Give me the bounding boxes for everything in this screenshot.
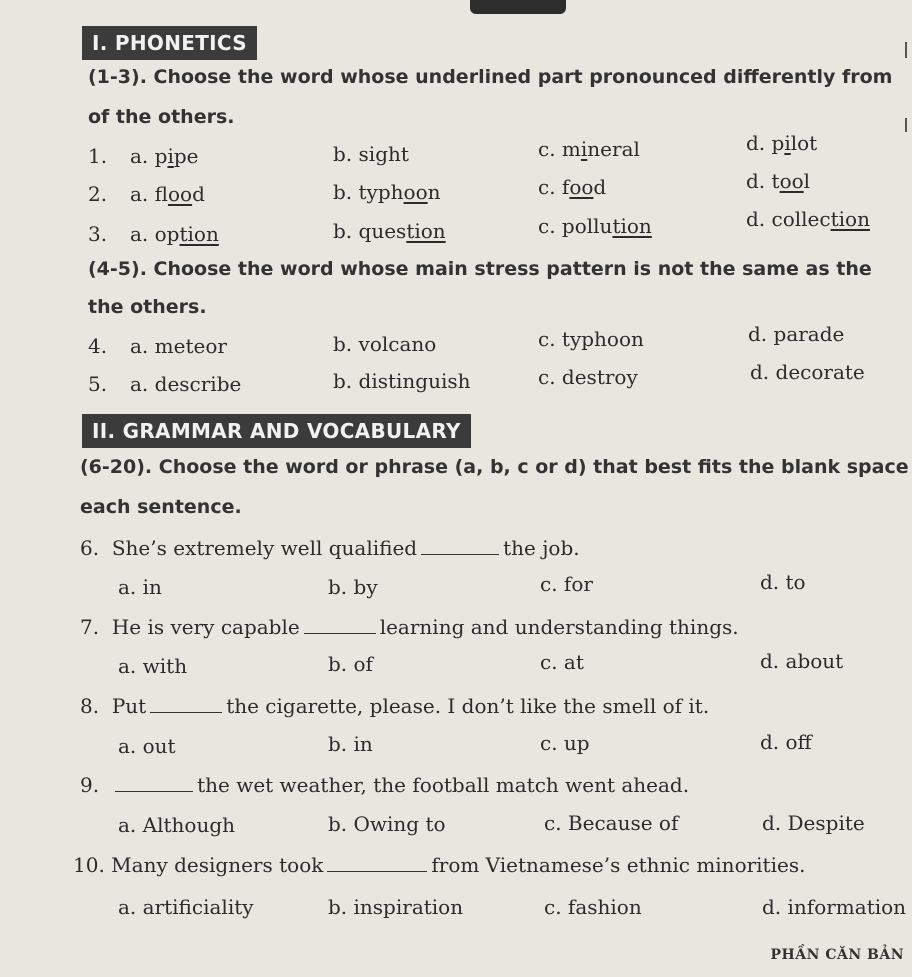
q8-number: 8. (80, 694, 100, 718)
q1-number: 1. (88, 144, 108, 168)
q10-option-c: c. fashion (544, 895, 642, 919)
page-edge-mark-top (905, 42, 907, 58)
q9-option-a: a. Although (118, 813, 236, 837)
q7-text-before: He is very capable (111, 615, 300, 639)
q6-text-after: the job. (503, 536, 580, 560)
q10-text-before: Many designers took (111, 853, 324, 877)
q4-option-c: c. typhoon (538, 327, 644, 351)
q2-option-a: a. flood (130, 182, 205, 206)
q7-number: 7. (80, 615, 100, 639)
q10-number: 10. (73, 853, 105, 877)
q8-text-after: the cigarette, please. I don’t like the smell of it. (226, 694, 710, 718)
q9-text-after: the wet weather, the football match went ahead. (197, 773, 690, 797)
q8-option-c: c. up (540, 731, 590, 755)
q1-option-a: a. pipe (130, 144, 199, 168)
q4-number: 4. (88, 334, 108, 358)
q5-option-b: b. distinguish (333, 369, 471, 393)
q4-option-a: a. meteor (130, 334, 227, 358)
q10-option-a: a. artificiality (118, 895, 254, 919)
q6-option-c: c. for (540, 572, 593, 596)
footer-label: PHẦN CĂN BẢN (770, 947, 904, 963)
q5-option-a: a. describe (130, 372, 242, 396)
q1-option-b: b. sight (333, 142, 409, 166)
q9-blank (115, 773, 193, 792)
q8-blank (150, 694, 222, 713)
q10-option-b: b. inspiration (328, 895, 464, 919)
top-decoration (470, 0, 566, 14)
q2-option-b: b. typhoon (333, 180, 441, 204)
q10-option-d: d. information (762, 895, 907, 919)
q3-number: 3. (88, 222, 108, 246)
q7-stem (80, 615, 739, 639)
q7-option-c: c. at (540, 650, 584, 674)
q6-option-b: b. by (328, 575, 378, 599)
q9-option-c: c. Because of (544, 811, 679, 835)
page-edge-mark-mid (905, 118, 907, 132)
q2-number: 2. (88, 182, 108, 206)
q10-stem (73, 853, 805, 877)
q3-option-b: b. question (333, 219, 446, 243)
q6-blank (421, 536, 499, 555)
q8-stem (80, 694, 709, 718)
q3-option-a: a. option (130, 222, 219, 246)
instruction-4-5-line2: the others. (88, 296, 207, 318)
q9-stem (80, 773, 689, 797)
q10-blank (327, 853, 427, 872)
instruction-1-3-line2: of the others. (88, 106, 235, 128)
instruction-4-5-line1: (4-5). Choose the word whose main stress pattern is not the same as the (88, 258, 872, 280)
q6-text-before: She’s extremely well qualified (111, 536, 418, 560)
q7-blank (304, 615, 376, 634)
q5-option-c: c. destroy (538, 365, 638, 389)
section-phonetics-title: I. PHONETICS (82, 26, 257, 60)
q5-number: 5. (88, 372, 108, 396)
q1-option-d: d. pilot (746, 131, 818, 155)
q2-option-c: c. food (538, 175, 607, 199)
q6-option-a: a. in (118, 575, 162, 599)
q9-option-d: d. Despite (762, 811, 865, 835)
q7-option-d: d. about (760, 649, 844, 673)
q6-option-d: d. to (760, 570, 806, 594)
q2-option-d: d. tool (746, 169, 811, 193)
instruction-6-20-line2: each sentence. (80, 496, 242, 518)
q7-option-a: a. with (118, 654, 188, 678)
q4-option-d: d. parade (748, 322, 845, 346)
q9-option-b: b. Owing to (328, 812, 446, 836)
q1-option-c: c. mineral (538, 137, 640, 161)
q8-text-before: Put (111, 694, 147, 718)
q8-option-d: d. off (760, 730, 812, 754)
q8-option-b: b. in (328, 732, 373, 756)
q10-text-after: from Vietnamese’s ethnic minorities. (431, 853, 806, 877)
q9-number: 9. (80, 773, 100, 797)
instruction-6-20-line1: (6-20). Choose the word or phrase (a, b, c or d) that best fits the blank space (80, 456, 909, 478)
q3-option-c: c. pollution (538, 214, 652, 238)
instruction-1-3-line1: (1-3). Choose the word whose underlined part pronounced differently from (88, 66, 893, 88)
q8-option-a: a. out (118, 734, 176, 758)
q5-option-d: d. decorate (750, 360, 865, 384)
q6-stem (80, 536, 580, 560)
q3-option-d: d. collection (746, 207, 870, 231)
q7-text-after: learning and understanding things. (379, 615, 739, 639)
section-grammar-title: II. GRAMMAR AND VOCABULARY (82, 414, 471, 448)
q4-option-b: b. volcano (333, 332, 437, 356)
q7-option-b: b. of (328, 652, 373, 676)
q6-number: 6. (80, 536, 100, 560)
